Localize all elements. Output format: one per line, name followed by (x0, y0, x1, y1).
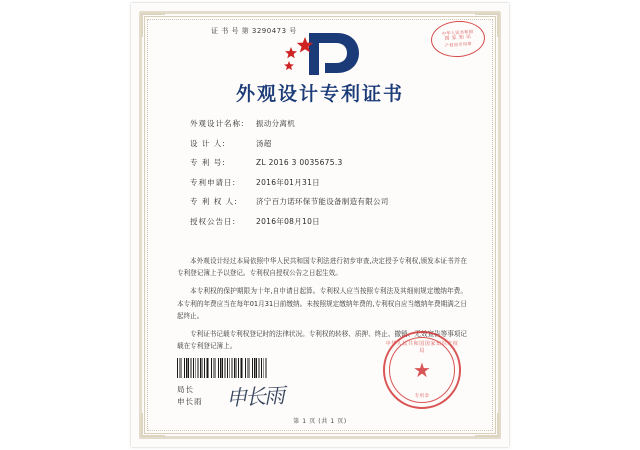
signature-role-line-1: 局长 (177, 385, 194, 394)
top-seal-line-2: 国 家 知 识 (444, 35, 472, 43)
barcode (177, 358, 267, 378)
field-row-designer (190, 138, 460, 149)
seal-arc-top-text: 中华人民共和国国家知识产权局 (385, 341, 459, 354)
patent-emblem-icon (131, 28, 509, 77)
certificate-serial-number: 证 书 号 第 3290473 号 (211, 27, 297, 35)
body-paragraph-2: 本专利权的保护期限为十年,自申请日起算。专利权人应当按照专利法及其细则规定缴纳年费。本专利的年费应当在每年01月31日前缴纳。未按照规定缴纳年费的,专利权自应当缴纳年费期满之日起终止。 (177, 287, 467, 320)
body-paragraph-1: 本外观设计经过本局依照中华人民共和国专利法进行初步审查,决定授予专利权,颁发本证书并在专利登记簿上予以登记。专利权自授权公告之日起生效。 (177, 257, 467, 278)
official-round-seal-stamp (383, 331, 461, 409)
seal-arc-bottom-text: 专用章 (414, 394, 430, 399)
field-row-grant-date (190, 216, 460, 227)
signature-role-line-2: 申长雨 (177, 396, 203, 406)
field-value: 振动分离机 (256, 119, 295, 128)
field-label: 专 利 号: (190, 158, 226, 167)
handwritten-signature: 申长雨 (225, 383, 284, 411)
field-row-design-name (190, 118, 460, 129)
certificate-sheet (131, 3, 509, 447)
field-label: 专利申请日: (190, 177, 237, 187)
field-value: 汤超 (256, 138, 272, 148)
field-value: 济宁百力诺环保节能设备制造有限公司 (256, 197, 389, 206)
top-seal-line-1: 中华人民共和国 (441, 28, 474, 36)
field-row-application-date (190, 177, 460, 188)
certificate-fields (190, 118, 460, 235)
field-label: 授权公告日: (190, 216, 237, 226)
field-label: 专 利 权 人: (190, 197, 238, 206)
page-footer: 第 1 页 (共 1 页) (293, 418, 347, 425)
field-value: ZL 2016 3 0035675.3 (256, 158, 343, 167)
body-paragraph-3: 专利证书记载专利权登记时的法律状况。专利权的转移、质押、终止、撤销、无效宣告等事项记载在专利登记簿上。 (177, 329, 467, 351)
signature-labels (177, 384, 203, 407)
seal-star-icon: ★ (413, 358, 431, 382)
page-title: 外观设计专利证书 (235, 83, 404, 105)
field-row-patentee (190, 196, 460, 207)
field-row-patent-number (190, 157, 460, 168)
field-label: 设 计 人: (190, 138, 226, 148)
field-label: 外观设计名称: (190, 119, 245, 128)
field-value: 2016年01月31日 (256, 177, 320, 187)
top-seal-line-3: 产权局专用章 (444, 40, 472, 48)
field-value: 2016年08月10日 (256, 216, 320, 226)
